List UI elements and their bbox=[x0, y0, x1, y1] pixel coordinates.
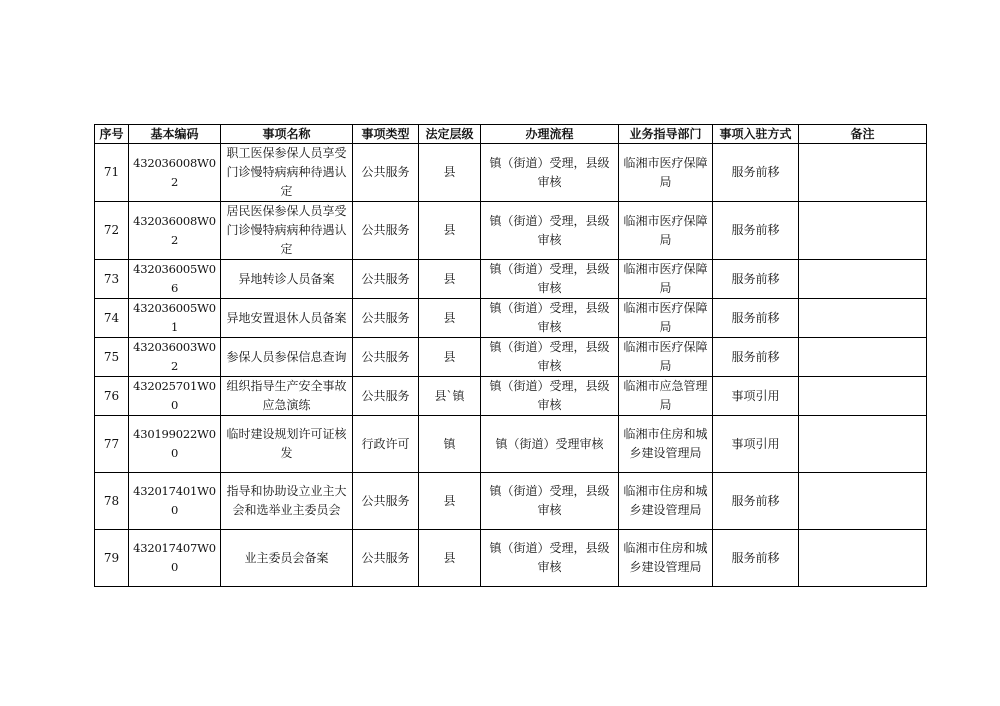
cell-mode: 事项引用 bbox=[713, 416, 799, 473]
cell-process: 镇（街道）受理，县级审核 bbox=[481, 338, 619, 377]
cell-mode: 服务前移 bbox=[713, 473, 799, 530]
cell-name: 异地转诊人员备案 bbox=[221, 260, 353, 299]
cell-process: 镇（街道）受理，县级审核 bbox=[481, 299, 619, 338]
cell-type: 公共服务 bbox=[353, 530, 419, 587]
cell-level: 镇 bbox=[419, 416, 481, 473]
cell-code: 432036008W02 bbox=[129, 202, 221, 260]
table-row bbox=[95, 473, 927, 530]
table-header bbox=[95, 125, 927, 144]
header-no: 序号 bbox=[95, 125, 129, 144]
cell-process: 镇（街道）受理，县级审核 bbox=[481, 377, 619, 416]
cell-dept: 临湘市医疗保障局 bbox=[619, 144, 713, 202]
cell-type: 公共服务 bbox=[353, 202, 419, 260]
cell-no: 74 bbox=[95, 299, 129, 338]
cell-level: 县 bbox=[419, 144, 481, 202]
cell-name: 组织指导生产安全事故应急演练 bbox=[221, 377, 353, 416]
cell-dept: 临湘市住房和城乡建设管理局 bbox=[619, 530, 713, 587]
cell-name: 参保人员参保信息查询 bbox=[221, 338, 353, 377]
cell-code: 432017407W00 bbox=[129, 530, 221, 587]
cell-type: 公共服务 bbox=[353, 473, 419, 530]
table-row bbox=[95, 530, 927, 587]
cell-no: 73 bbox=[95, 260, 129, 299]
cell-code: 432036008W02 bbox=[129, 144, 221, 202]
cell-note bbox=[799, 144, 927, 202]
cell-level: 县 bbox=[419, 299, 481, 338]
cell-level: 县 bbox=[419, 260, 481, 299]
cell-code: 432036005W06 bbox=[129, 260, 221, 299]
cell-name: 业主委员会备案 bbox=[221, 530, 353, 587]
cell-type: 行政许可 bbox=[353, 416, 419, 473]
cell-mode: 服务前移 bbox=[713, 260, 799, 299]
cell-mode: 服务前移 bbox=[713, 202, 799, 260]
table-row bbox=[95, 144, 927, 202]
cell-process: 镇（街道）受理，县级审核 bbox=[481, 530, 619, 587]
cell-code: 432017401W00 bbox=[129, 473, 221, 530]
cell-dept: 临湘市医疗保障局 bbox=[619, 260, 713, 299]
cell-level: 县 bbox=[419, 530, 481, 587]
table-row bbox=[95, 377, 927, 416]
cell-level: 县 bbox=[419, 338, 481, 377]
cell-mode: 服务前移 bbox=[713, 338, 799, 377]
cell-type: 公共服务 bbox=[353, 377, 419, 416]
table-row bbox=[95, 260, 927, 299]
cell-no: 72 bbox=[95, 202, 129, 260]
cell-process: 镇（街道）受理审核 bbox=[481, 416, 619, 473]
cell-note bbox=[799, 202, 927, 260]
header-name: 事项名称 bbox=[221, 125, 353, 144]
cell-note bbox=[799, 338, 927, 377]
table-row bbox=[95, 416, 927, 473]
cell-no: 71 bbox=[95, 144, 129, 202]
cell-type: 公共服务 bbox=[353, 299, 419, 338]
cell-note bbox=[799, 530, 927, 587]
cell-type: 公共服务 bbox=[353, 338, 419, 377]
cell-level: 县 bbox=[419, 202, 481, 260]
header-note: 备注 bbox=[799, 125, 927, 144]
cell-note bbox=[799, 473, 927, 530]
cell-type: 公共服务 bbox=[353, 260, 419, 299]
cell-mode: 服务前移 bbox=[713, 299, 799, 338]
cell-mode: 事项引用 bbox=[713, 377, 799, 416]
cell-no: 77 bbox=[95, 416, 129, 473]
cell-code: 432036005W01 bbox=[129, 299, 221, 338]
cell-level: 县 bbox=[419, 473, 481, 530]
cell-process: 镇（街道）受理，县级审核 bbox=[481, 260, 619, 299]
header-row bbox=[95, 125, 927, 144]
cell-level: 县`镇 bbox=[419, 377, 481, 416]
items-table bbox=[94, 124, 927, 587]
cell-no: 78 bbox=[95, 473, 129, 530]
cell-process: 镇（街道）受理，县级审核 bbox=[481, 473, 619, 530]
cell-code: 430199022W00 bbox=[129, 416, 221, 473]
cell-note bbox=[799, 377, 927, 416]
table-row bbox=[95, 202, 927, 260]
table-body bbox=[95, 144, 927, 587]
header-type: 事项类型 bbox=[353, 125, 419, 144]
cell-note bbox=[799, 416, 927, 473]
cell-dept: 临湘市医疗保障局 bbox=[619, 202, 713, 260]
cell-name: 异地安置退休人员备案 bbox=[221, 299, 353, 338]
cell-name: 职工医保参保人员享受门诊慢特病病种待遇认定 bbox=[221, 144, 353, 202]
cell-process: 镇（街道）受理，县级审核 bbox=[481, 202, 619, 260]
cell-process: 镇（街道）受理，县级审核 bbox=[481, 144, 619, 202]
table-row bbox=[95, 338, 927, 377]
cell-mode: 服务前移 bbox=[713, 144, 799, 202]
header-code: 基本编码 bbox=[129, 125, 221, 144]
cell-type: 公共服务 bbox=[353, 144, 419, 202]
cell-name: 居民医保参保人员享受门诊慢特病病种待遇认定 bbox=[221, 202, 353, 260]
cell-dept: 临湘市医疗保障局 bbox=[619, 338, 713, 377]
cell-dept: 临湘市住房和城乡建设管理局 bbox=[619, 473, 713, 530]
cell-code: 432036003W02 bbox=[129, 338, 221, 377]
cell-no: 79 bbox=[95, 530, 129, 587]
cell-dept: 临湘市医疗保障局 bbox=[619, 299, 713, 338]
cell-name: 临时建设规划许可证核发 bbox=[221, 416, 353, 473]
cell-name: 指导和协助设立业主大会和选举业主委员会 bbox=[221, 473, 353, 530]
cell-no: 75 bbox=[95, 338, 129, 377]
cell-note bbox=[799, 299, 927, 338]
header-mode: 事项入驻方式 bbox=[713, 125, 799, 144]
header-dept: 业务指导部门 bbox=[619, 125, 713, 144]
cell-no: 76 bbox=[95, 377, 129, 416]
cell-code: 432025701W00 bbox=[129, 377, 221, 416]
cell-note bbox=[799, 260, 927, 299]
header-level: 法定层级 bbox=[419, 125, 481, 144]
cell-dept: 临湘市住房和城乡建设管理局 bbox=[619, 416, 713, 473]
cell-mode: 服务前移 bbox=[713, 530, 799, 587]
header-process: 办理流程 bbox=[481, 125, 619, 144]
cell-dept: 临湘市应急管理局 bbox=[619, 377, 713, 416]
table-row bbox=[95, 299, 927, 338]
